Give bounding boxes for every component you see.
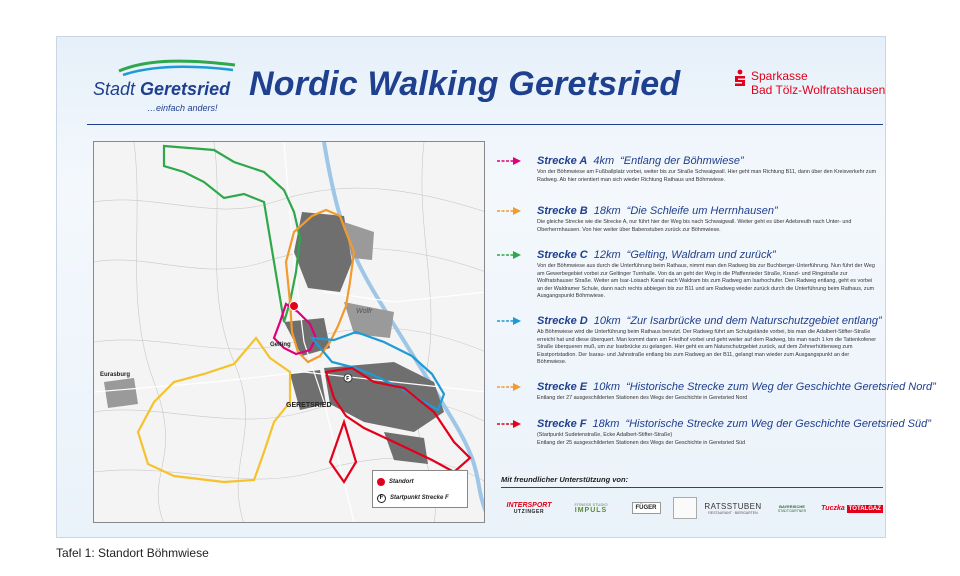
route-f-description: (Startpunkt Sudetenstraße, Ecke Adalbert-Stifter-Straße) Entlang der 25 ausgeschilderten Stationen des Wegs der Geschichte in Geretsried Süd (537, 432, 746, 446)
route-a-title: “Entlang der Böhmwiese” (620, 155, 744, 167)
sponsor-impuls-sub: FITNESS STUDIO (574, 502, 608, 507)
sparkasse-s-icon (733, 69, 747, 87)
sponsor-tuczka-text: Tuczka (821, 504, 845, 512)
route-d-distance: 10km (593, 315, 621, 327)
route-c-arrow-icon (497, 251, 521, 259)
sponsor-ratsstuben-name: RATSSTUBEN (704, 501, 762, 511)
route-f-distance: 18km (592, 418, 620, 430)
logo-waves-icon (117, 57, 237, 77)
sparkasse-logo (733, 69, 886, 109)
sponsor-intersport-name: INTERSPORT (506, 501, 552, 509)
sparkasse-name: Sparkasse (751, 69, 808, 83)
route-f-arrow-icon (497, 420, 521, 428)
page-title: Nordic Walking Geretsried (249, 65, 681, 103)
sponsor-intersport (501, 495, 557, 521)
support-title: Mit freundlicher Unterstützung von: (501, 475, 629, 484)
sponsor-bayerische (767, 495, 817, 521)
svg-text:F: F (346, 376, 350, 382)
logo-slogan: …einfach anders! (147, 103, 218, 113)
image-caption: Tafel 1: Standort Böhmwiese (56, 546, 209, 560)
legend-startpunkt-label: Startpunkt Strecke F (390, 495, 449, 501)
route-d-description: Ab Böhmwiese wird die Unterführung beim Rathaus benutzt. Der Radweg führt am Schulgelände vorbei, bis man die Adalbert-Stifter-Straße erreicht hat und diese überquert. Man kommt dann am Friedhof vorbei und geht weiter auf dem Radweg, bis man nach 1 km die Tattenkofener Straße überqueren muß, um zur Isarbrücke zu gelangen. Hier geht es am Naturschutzgebiet zurück, auf dem Zehnerhüttenweg zum Eisstportstadion. Der Isarau- und Jahnstraße entlang bis zum Radweg an der B11, gelangt man wieder zum Ausgangspunkt an der Böhmwiese. (537, 329, 877, 366)
route-a-name: Strecke A (537, 155, 588, 167)
sponsor-emblem (671, 495, 699, 521)
standort-marker-icon (377, 478, 385, 486)
legend-startpunkt (377, 492, 449, 504)
sponsor-impuls (563, 495, 619, 521)
route-c-description: Von der Böhmwiese aus durch die Unterführung beim Rathaus, nimmt man den Radweg bis zur Buchberger-Unterführung. Nun führt der Weg am Gewerbegebiet vorbei zur Geltinger Turnhalle. Von da an geht der Weg in die Pfaffenrieder Straße, Kranzl- und Ringstraße zur Wolfratshauser Straße. Weiter am Isar-Loisach Kanal nach Waldram bis zum Radweg am Isarhochufer. Den Radweg entlang, geht es vorbei an der Waldramer Schule, dann nach rechts abbiegen bis zur B11 und am Radweg wieder zurück durch die Unterführung beim Rathaus, zum Ausgangspunkt Böhmwiese. (537, 263, 875, 300)
route-a-description: Von der Böhmwiese am Fußballplatz vorbei, weiter bis zur Straße Schwaigwall. Hier geht man Richtung B11, dann über den Kreisverkehr zum Radweg. Ab hier orientiert man sich wieder Richtung Rathaus und Böhmwiese. (537, 169, 877, 183)
sponsor-ratsstuben (703, 495, 763, 521)
stadt-geretsried-logo (87, 55, 237, 115)
route-f-title: “Historische Strecke zum Weg der Geschichte Geretsried Süd” (625, 418, 931, 430)
sponsor-impuls-name: IMPULS (574, 507, 608, 514)
sponsor-fueger-name: FÜGER (632, 502, 661, 514)
route-d-arrow-icon (497, 317, 521, 325)
legend-standort-label: Standort (389, 479, 414, 485)
sponsor-fueger (625, 495, 667, 521)
sponsor-bayerische-name: BAYERISCHE (779, 503, 805, 509)
support-divider (501, 487, 883, 488)
route-map-drawing (94, 142, 485, 523)
sparkasse-region: Bad Tölz-Wolfratshausen (751, 83, 886, 97)
sponsor-logos (501, 495, 883, 523)
route-map (93, 141, 485, 523)
route-b-name: Strecke B (537, 205, 588, 217)
sponsor-ratsstuben-sub: RESTAURANT · BIERGARTEN (708, 510, 758, 515)
header-divider (87, 124, 883, 125)
route-b-description: Die gleiche Strecke wie die Strecke A, nur führt hier der Weg bis nach Schwaigwall. Weiter geht es über Adelsreuth nach Unter- und Oberherrnhausen. Von hier weiter über Babenstuben zurück zur Böhmwiese. (537, 219, 852, 233)
route-b-arrow-icon (497, 207, 521, 215)
route-e-title: “Historische Strecke zum Weg der Geschichte Geretsried Nord” (626, 381, 936, 393)
map-label-eurasburg: Eurasburg (100, 372, 131, 378)
route-c-name: Strecke C (537, 249, 588, 261)
startpunkt-marker-icon: F (377, 494, 386, 503)
route-e-description: Entlang der 27 ausgeschilderten Stationen des Wegs der Geschichte in Geretsried Nord (537, 395, 748, 401)
sponsor-emblem-icon (673, 497, 697, 519)
route-c-title: “Gelting, Waldram und zurück” (626, 249, 776, 261)
route-d-title: “Zur Isarbrücke und dem Naturschutzgebiet entlang” (626, 315, 882, 327)
logo-city-name (93, 79, 230, 100)
sponsor-totalgaz-badge: TOTALGAZ (848, 505, 881, 512)
route-a-arrow-icon (497, 157, 521, 165)
sponsor-intersport-sub: UTZINGER (513, 508, 545, 515)
map-legend (372, 470, 468, 508)
info-board (56, 36, 936, 538)
sponsor-bayerische-sub: STADTGÄRTNER (777, 508, 807, 513)
map-label-gelting: Gelting (270, 342, 291, 348)
route-b-distance: 18km (593, 205, 621, 217)
route-d-name: Strecke D (537, 315, 588, 327)
sponsor-tuczka-name (821, 505, 883, 512)
route-b-title: “Die Schleife um Herrnhausen” (626, 205, 778, 217)
route-e-distance: 10km (593, 381, 621, 393)
sponsor-tuczka (821, 495, 883, 521)
route-c-distance: 12km (593, 249, 621, 261)
map-label-geretsried: GERETSRIED (286, 402, 332, 409)
route-a-distance: 4km (593, 155, 615, 167)
map-label-wolfr: Wolfr (356, 308, 373, 315)
route-e-arrow-icon (497, 383, 521, 391)
logo-city-prefix: Stadt (93, 79, 141, 99)
logo-city-bold: Geretsried (140, 79, 231, 99)
route-f-name: Strecke F (537, 418, 587, 430)
route-e-name: Strecke E (537, 381, 588, 393)
legend-standort (377, 476, 414, 488)
